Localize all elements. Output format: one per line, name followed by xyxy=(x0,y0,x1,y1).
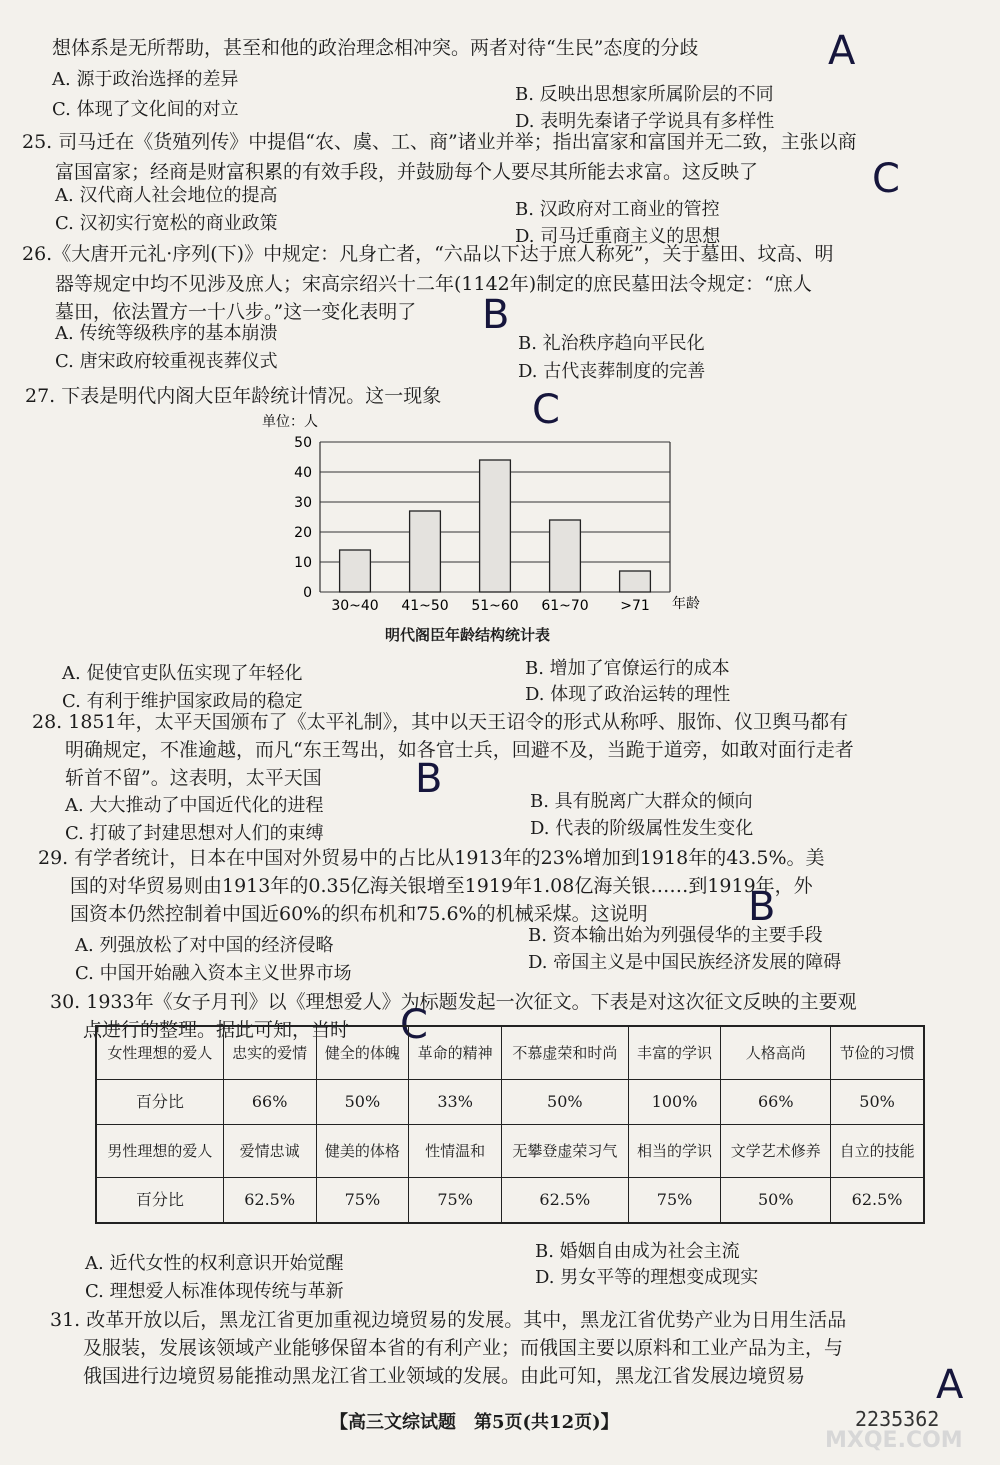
q31-stem-line-3: 俄国进行边境贸易能推动黑龙江省工业领域的发展。由此可知，黑龙江省发展边境贸易 xyxy=(83,1365,806,1387)
table-cell: 66% xyxy=(721,1080,831,1125)
bar-3 xyxy=(550,520,581,592)
table-row-male-values xyxy=(96,1178,924,1224)
table-cell: 100% xyxy=(628,1080,721,1125)
x-tick-label: 30~40 xyxy=(331,598,379,614)
q28-option-b: B. 具有脱离广大群众的倾向 xyxy=(530,791,753,812)
y-tick-label: 40 xyxy=(294,465,312,481)
q30-option-b: B. 婚姻自由成为社会主流 xyxy=(535,1241,740,1262)
q29-option-a: A. 列强放松了对中国的经济侵略 xyxy=(75,935,334,956)
q31-stem-line-1: 31. 改革开放以后，黑龙江省更加重视边境贸易的发展。其中，黑龙江省优势产业为日用生活品 xyxy=(50,1309,847,1331)
y-tick-label: 20 xyxy=(294,525,312,541)
q29-option-b: B. 资本输出始为列强侵华的主要手段 xyxy=(528,925,823,946)
table-cell: 75% xyxy=(409,1178,502,1224)
q25-option-d: D. 司马迁重商主义的思想 xyxy=(515,226,721,247)
x-tick-label: 61~70 xyxy=(541,598,589,614)
x-tick-label: 41~50 xyxy=(401,598,449,614)
chart-unit-label: 单位：人 xyxy=(262,414,318,430)
table-row-male-header xyxy=(96,1125,924,1178)
table-cell: 无攀登虚荣习气 xyxy=(502,1125,629,1178)
q24-option-d: D. 表明先秦诸子学说具有多样性 xyxy=(515,111,775,132)
handwritten-answer-30: C xyxy=(400,1002,428,1048)
table-cell: 人格高尚 xyxy=(721,1026,831,1080)
handwritten-answer-29: B xyxy=(748,884,776,930)
q25-option-b: B. 汉政府对工商业的管控 xyxy=(515,199,720,220)
table-cell: 爱情忠诚 xyxy=(223,1125,316,1178)
y-tick-label: 0 xyxy=(303,585,312,601)
q30-option-a: A. 近代女性的权利意识开始觉醒 xyxy=(85,1253,344,1274)
q29-option-d: D. 帝国主义是中国民族经济发展的障碍 xyxy=(528,952,842,973)
q26-option-d: D. 古代丧葬制度的完善 xyxy=(518,361,706,382)
table-cell: 忠实的爱情 xyxy=(223,1026,316,1080)
q26-stem-line-1: 26.《大唐开元礼·序列(下)》中规定：凡身亡者，“六品以下达于庶人称死”，关于墓田、坟高、明 xyxy=(22,243,834,265)
handwritten-answer-24: A xyxy=(828,28,856,74)
q28-option-c: C. 打破了封建思想对人们的束缚 xyxy=(65,823,324,844)
table-cell: 自立的技能 xyxy=(831,1125,924,1178)
q27-option-a: A. 促使官吏队伍实现了年轻化 xyxy=(62,663,303,684)
q26-stem-line-3: 墓田，依法置方一十八步。”这一变化表明了 xyxy=(55,301,417,323)
q31-stem-line-2: 及服装，发展该领域产业能够保留本省的有利产业；而俄国主要以原料和工业产品为主，与 xyxy=(83,1337,844,1359)
handwritten-answer-26: B xyxy=(482,292,510,338)
table-cell: 百分比 xyxy=(96,1080,223,1125)
chart-x-axis-label: 年龄 xyxy=(672,596,700,612)
y-tick-label: 10 xyxy=(294,555,312,571)
table-cell: 33% xyxy=(409,1080,502,1125)
table-cell: 50% xyxy=(831,1080,924,1125)
q28-option-d: D. 代表的阶级属性发生变化 xyxy=(530,818,754,839)
chart-title: 明代阁臣年龄结构统计表 xyxy=(385,626,551,644)
q28-stem-line-3: 斩首不留”。这表明，太平天国 xyxy=(65,767,322,789)
bar-4 xyxy=(620,571,651,592)
q29-stem-line-2: 国的对华贸易则由1913年的0.35亿海关银增至1919年1.08亿海关银……到1919年，外 xyxy=(70,875,813,897)
q30-option-d: D. 男女平等的理想变成现实 xyxy=(535,1267,759,1288)
table-cell: 健全的体魄 xyxy=(316,1026,409,1080)
q29-stem-line-3: 国资本仍然控制着中国近60%的织布机和75.6%的机械采煤。这说明 xyxy=(70,903,648,925)
y-tick-label: 50 xyxy=(294,435,312,451)
q30-option-c: C. 理想爱人标准体现传统与革新 xyxy=(85,1281,344,1302)
q28-stem-line-1: 28. 1851年，太平天国颁布了《太平礼制》，其中以天王诏令的形式从称呼、服饰、仪卫舆马都有 xyxy=(32,711,849,733)
table-cell: 62.5% xyxy=(502,1178,629,1224)
table-cell: 62.5% xyxy=(223,1178,316,1224)
q30-stem-line-2: 点进行的整理。据此可知，当时 xyxy=(83,1019,350,1041)
table-cell: 革命的精神 xyxy=(409,1026,502,1080)
exam-code: 2235362 xyxy=(855,1407,940,1431)
q30-stem-line-1: 30. 1933年《女子月刊》以《理想爱人》为标题发起一次征文。下表是对这次征文反映的主要观 xyxy=(50,991,857,1013)
table-cell: 文学艺术修养 xyxy=(721,1125,831,1178)
q27-option-d: D. 体现了政治运转的理性 xyxy=(525,684,731,705)
age-bar-chart xyxy=(250,408,720,648)
table-cell: 62.5% xyxy=(831,1178,924,1224)
table-cell: 66% xyxy=(223,1080,316,1125)
q27-option-b: B. 增加了官僚运行的成本 xyxy=(525,658,730,679)
table-cell: 不慕虚荣和时尚 xyxy=(502,1026,629,1080)
table-cell: 75% xyxy=(628,1178,721,1224)
table-cell: 性情温和 xyxy=(409,1125,502,1178)
q24-option-a: A. 源于政治选择的差异 xyxy=(52,69,239,90)
q24-stem-line: 想体系是无所帮助，甚至和他的政治理念相冲突。两者对待“生民”态度的分歧 xyxy=(52,37,699,59)
q25-option-c: C. 汉初实行宽松的商业政策 xyxy=(55,213,278,234)
q24-option-b: B. 反映出思想家所属阶层的不同 xyxy=(515,84,774,105)
q25-stem-line-1: 25. 司马迁在《货殖列传》中提倡“农、虞、工、商”诸业并举；指出富家和富国并无二致，主张以商 xyxy=(22,131,857,153)
page-footer: 【高三文综试题 第5页(共12页)】 xyxy=(330,1412,619,1433)
q28-option-a: A. 大大推动了中国近代化的进程 xyxy=(65,795,324,816)
q25-stem-line-2: 富国富家；经商是财富积累的有效手段，并鼓励每个人要尽其所能去求富。这反映了 xyxy=(55,161,759,183)
table-cell: 百分比 xyxy=(96,1178,223,1224)
q26-option-c: C. 唐宋政府较重视丧葬仪式 xyxy=(55,351,278,372)
watermark: MXQE.COM xyxy=(825,1428,963,1453)
table-cell: 50% xyxy=(316,1080,409,1125)
ideal-partner-table xyxy=(95,1025,925,1224)
q26-option-a: A. 传统等级秩序的基本崩溃 xyxy=(55,323,278,344)
table-cell: 节俭的习惯 xyxy=(831,1026,924,1080)
q26-stem-line-2: 器等规定中均不见涉及庶人；宋高宗绍兴十二年(1142年)制定的庶民墓田法令规定：“庶人 xyxy=(55,273,812,295)
q25-option-a: A. 汉代商人社会地位的提高 xyxy=(55,185,278,206)
bar-0 xyxy=(340,550,371,592)
table-cell: 女性理想的爱人 xyxy=(96,1026,223,1080)
table-cell: 丰富的学识 xyxy=(628,1026,721,1080)
q27-option-c: C. 有利于维护国家政局的稳定 xyxy=(62,691,303,712)
q26-option-b: B. 礼治秩序趋向平民化 xyxy=(518,333,705,354)
handwritten-answer-27: C xyxy=(532,387,560,433)
handwritten-answer-31: A xyxy=(936,1362,964,1408)
q29-stem-line-1: 29. 有学者统计，日本在中国对外贸易中的占比从1913年的23%增加到1918年的43.5%。美 xyxy=(38,847,825,869)
q27-stem: 27. 下表是明代内阁大臣年龄统计情况。这一现象 xyxy=(25,385,442,407)
bar-2 xyxy=(480,460,511,592)
table-row-female-header xyxy=(96,1026,924,1080)
table-cell: 男性理想的爱人 xyxy=(96,1125,223,1178)
x-tick-label: 51~60 xyxy=(471,598,519,614)
table-cell: 50% xyxy=(502,1080,629,1125)
table-cell: 50% xyxy=(721,1178,831,1224)
table-cell: 相当的学识 xyxy=(628,1125,721,1178)
bar-1 xyxy=(410,511,441,592)
handwritten-answer-25: C xyxy=(872,156,900,202)
y-tick-label: 30 xyxy=(294,495,312,511)
table-row-female-values xyxy=(96,1080,924,1125)
table-cell: 75% xyxy=(316,1178,409,1224)
q28-stem-line-2: 明确规定，不准逾越，而凡“东王驾出，如各官士兵，回避不及，当跪于道旁，如敢对面行走者 xyxy=(65,739,854,761)
q24-option-c: C. 体现了文化间的对立 xyxy=(52,99,239,120)
q29-option-c: C. 中国开始融入资本主义世界市场 xyxy=(75,963,352,984)
age-bar-chart-svg xyxy=(250,408,720,648)
table-cell: 健美的体格 xyxy=(316,1125,409,1178)
x-tick-label: >71 xyxy=(620,598,650,614)
handwritten-answer-28: B xyxy=(415,756,443,802)
